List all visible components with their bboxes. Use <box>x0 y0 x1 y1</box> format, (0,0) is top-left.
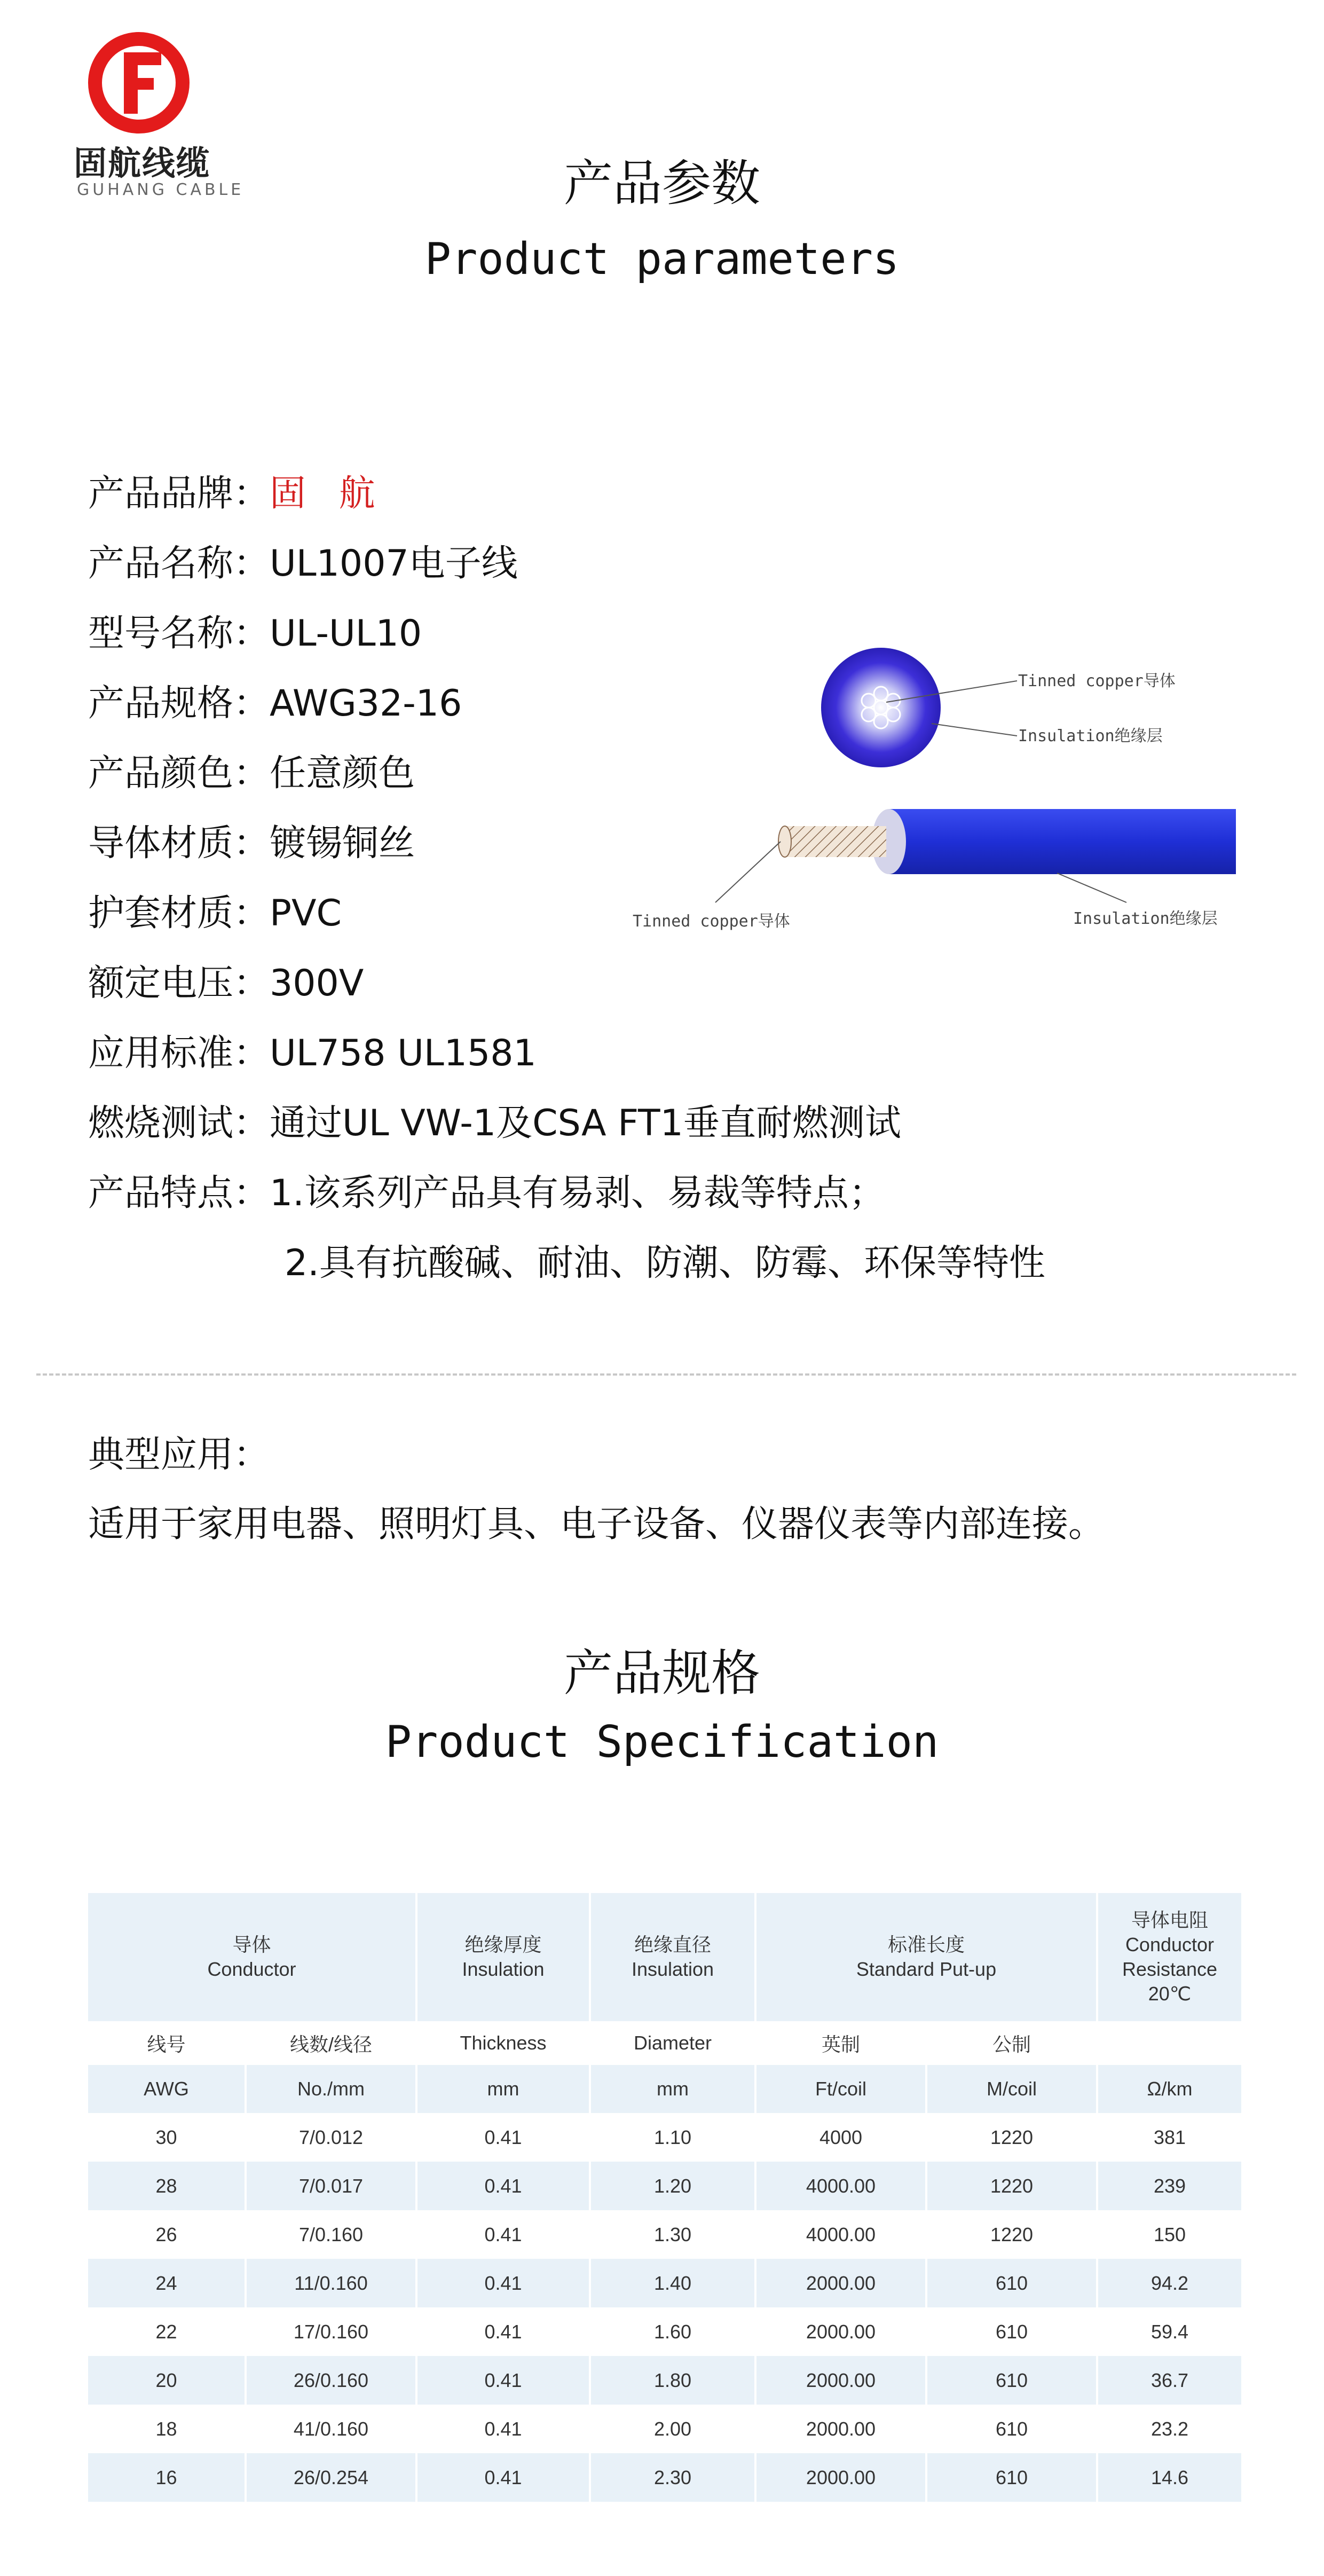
table-cell: 0.41 <box>416 2453 590 2502</box>
unit-cell: No./mm <box>246 2065 416 2113</box>
table-cell: 30 <box>88 2113 246 2162</box>
param-brand <box>88 465 386 516</box>
header-text: Standard Put-up <box>856 1958 997 1980</box>
spec-title-cn: 产品规格 <box>563 1645 760 1702</box>
subheader-cell <box>1097 2021 1241 2065</box>
subheader-cell: 线数/线径 <box>246 2021 416 2065</box>
conductor-side <box>785 826 886 857</box>
header-insulation-diameter <box>590 1893 755 2021</box>
table-cell: 28 <box>88 2162 246 2210</box>
table-cell: 2.00 <box>590 2405 755 2453</box>
unit-cell: mm <box>416 2065 590 2113</box>
table-cell: 610 <box>926 2405 1097 2453</box>
param-label: 产品规格： <box>88 682 270 725</box>
spec-title-en: Product Specification <box>385 1717 939 1768</box>
section-title-cn: 产品参数 <box>563 155 760 212</box>
param-label: 产品特点： <box>88 1172 270 1214</box>
header-text: Conductor <box>207 1958 296 1980</box>
table-cell: 41/0.160 <box>246 2405 416 2453</box>
table-cell: 2000.00 <box>755 2356 926 2405</box>
table-cell: 0.41 <box>416 2259 590 2307</box>
table-cell: 0.41 <box>416 2162 590 2210</box>
header-text: 导体电阻 <box>1131 1909 1208 1931</box>
table-cell: 4000 <box>755 2113 926 2162</box>
unit-cell: AWG <box>88 2065 246 2113</box>
subheader-cell: 英制 <box>755 2021 926 2065</box>
table-units-row <box>88 2065 1241 2113</box>
table-cell: 239 <box>1097 2162 1241 2210</box>
header-text: 绝缘直径 <box>634 1934 711 1955</box>
param-model <box>88 604 422 656</box>
table-cell: 14.6 <box>1097 2453 1241 2502</box>
application-text: 适用于家用电器、照明灯具、电子设备、仪器仪表等内部连接。 <box>88 1503 1105 1545</box>
table-cell: 2000.00 <box>755 2307 926 2356</box>
param-color <box>88 744 415 796</box>
table-cell: 17/0.160 <box>246 2307 416 2356</box>
param-value: 2.具有抗酸碱、耐油、防潮、防霉、环保等特性 <box>285 1242 1045 1284</box>
table-cell: 7/0.017 <box>246 2162 416 2210</box>
subheader-cell: Diameter <box>590 2021 755 2065</box>
cable-cross-section <box>821 648 941 767</box>
pointer-line <box>932 724 1017 736</box>
table-cell: 1220 <box>926 2162 1097 2210</box>
header-conductor <box>88 1893 416 2021</box>
table-cell: 2000.00 <box>755 2259 926 2307</box>
param-value: 300V <box>270 962 364 1004</box>
table-row <box>88 2307 1241 2356</box>
param-value: AWG32-16 <box>270 682 462 725</box>
table-row <box>88 2453 1241 2502</box>
table-row <box>88 2259 1241 2307</box>
logo-name-cn: 固航线缆 <box>74 144 211 183</box>
param-value-brand: 固 航 <box>270 473 386 515</box>
label-conductor-bottom: Tinned copper导体 <box>633 912 790 931</box>
unit-cell: Ω/km <box>1097 2065 1241 2113</box>
unit-cell: Ft/coil <box>755 2065 926 2113</box>
table-cell: 1220 <box>926 2113 1097 2162</box>
table-cell: 2.30 <box>590 2453 755 2502</box>
table-cell: 26 <box>88 2210 246 2259</box>
table-row <box>88 2356 1241 2405</box>
param-value: PVC <box>270 892 342 934</box>
table-cell: 23.2 <box>1097 2405 1241 2453</box>
subheader-cell: 公制 <box>926 2021 1097 2065</box>
header-insulation-thickness <box>416 1893 590 2021</box>
table-cell: 22 <box>88 2307 246 2356</box>
table-cell: 7/0.160 <box>246 2210 416 2259</box>
table-cell: 11/0.160 <box>246 2259 416 2307</box>
table-cell: 26/0.160 <box>246 2356 416 2405</box>
header-text: Insulation <box>462 1958 545 1980</box>
table-cell: 0.41 <box>416 2356 590 2405</box>
param-spec <box>88 674 462 726</box>
param-features <box>88 1164 885 1216</box>
table-row <box>88 2210 1241 2259</box>
unit-cell: M/coil <box>926 2065 1097 2113</box>
param-value: UL758 UL1581 <box>270 1032 537 1074</box>
param-label: 应用标准： <box>88 1032 270 1074</box>
section-title-en: Product parameters <box>424 234 900 285</box>
table-row <box>88 2113 1241 2162</box>
table-cell: 381 <box>1097 2113 1241 2162</box>
param-label: 型号名称： <box>88 612 270 655</box>
table-cell: 1220 <box>926 2210 1097 2259</box>
header-resistance <box>1097 1893 1241 2021</box>
pointer-line <box>1057 873 1126 902</box>
table-cell: 1.60 <box>590 2307 755 2356</box>
param-label: 燃烧测试： <box>88 1102 270 1144</box>
table-subheader-row <box>88 2021 1241 2065</box>
table-cell: 610 <box>926 2259 1097 2307</box>
param-product-name <box>88 535 518 586</box>
table-row <box>88 2405 1241 2453</box>
param-value: UL-UL10 <box>270 612 422 655</box>
table-cell: 2000.00 <box>755 2453 926 2502</box>
param-standard <box>88 1024 537 1076</box>
param-label: 产品名称： <box>88 543 270 585</box>
label-insulation-top: Insulation绝缘层 <box>1018 727 1163 745</box>
subheader-cell: Thickness <box>416 2021 590 2065</box>
table-cell: 2000.00 <box>755 2405 926 2453</box>
spec-table <box>88 1893 1241 2502</box>
table-cell: 1.40 <box>590 2259 755 2307</box>
param-jacket <box>88 884 342 936</box>
table-cell: 16 <box>88 2453 246 2502</box>
param-flame-test <box>88 1094 901 1146</box>
header-text: Resistance <box>1122 1958 1218 1980</box>
table-cell: 0.41 <box>416 2113 590 2162</box>
table-cell: 0.41 <box>416 2210 590 2259</box>
subheader-cell: 线号 <box>88 2021 246 2065</box>
header-text: 导体 <box>232 1934 271 1955</box>
header-text: 标准长度 <box>887 1934 965 1955</box>
param-label: 产品颜色： <box>88 752 270 795</box>
table-cell: 4000.00 <box>755 2210 926 2259</box>
table-cell: 36.7 <box>1097 2356 1241 2405</box>
param-conductor <box>88 814 415 866</box>
param-label: 产品品牌： <box>88 473 270 515</box>
table-cell: 1.10 <box>590 2113 755 2162</box>
header-text: 绝缘厚度 <box>464 1934 542 1955</box>
cable-insulation-side <box>889 809 1236 874</box>
header-standard-putup <box>755 1893 1097 2021</box>
logo-mark <box>85 32 192 133</box>
table-cell: 7/0.012 <box>246 2113 416 2162</box>
table-cell: 610 <box>926 2307 1097 2356</box>
table-cell: 4000.00 <box>755 2162 926 2210</box>
table-cell: 18 <box>88 2405 246 2453</box>
param-value: UL1007电子线 <box>270 543 518 585</box>
table-header-row <box>88 1893 1241 2021</box>
table-cell: 94.2 <box>1097 2259 1241 2307</box>
table-cell: 1.30 <box>590 2210 755 2259</box>
param-label: 额定电压： <box>88 962 270 1004</box>
table-cell: 24 <box>88 2259 246 2307</box>
table-cell: 0.41 <box>416 2307 590 2356</box>
header-text: 20℃ <box>1148 1983 1192 2005</box>
param-value: 1.该系列产品具有易剥、易裁等特点； <box>270 1172 885 1214</box>
label-insulation-bottom: Insulation绝缘层 <box>1073 909 1218 928</box>
pointer-line <box>715 842 781 902</box>
table-cell: 610 <box>926 2453 1097 2502</box>
table-cell: 150 <box>1097 2210 1241 2259</box>
param-voltage <box>88 954 364 1006</box>
table-cell: 610 <box>926 2356 1097 2405</box>
section-divider <box>36 1373 1296 1376</box>
header-text: Conductor <box>1125 1934 1215 1955</box>
param-label: 护套材质： <box>88 892 270 934</box>
param-label: 导体材质： <box>88 822 270 865</box>
table-cell: 26/0.254 <box>246 2453 416 2502</box>
header-text: Insulation <box>631 1958 714 1980</box>
table-cell: 59.4 <box>1097 2307 1241 2356</box>
param-features-line2 <box>285 1234 1045 1286</box>
param-value: 任意颜色 <box>270 752 415 795</box>
application-heading: 典型应用： <box>88 1434 270 1476</box>
cable-diagram <box>630 630 1244 961</box>
logo-name-en: GUHANG CABLE <box>77 180 245 199</box>
label-conductor-top: Tinned copper导体 <box>1018 672 1176 690</box>
param-value: 镀锡铜丝 <box>270 822 415 865</box>
table-cell: 20 <box>88 2356 246 2405</box>
unit-cell: mm <box>590 2065 755 2113</box>
table-cell: 0.41 <box>416 2405 590 2453</box>
table-row <box>88 2162 1241 2210</box>
table-cell: 1.80 <box>590 2356 755 2405</box>
param-value: 通过UL VW-1及CSA FT1垂直耐燃测试 <box>270 1102 901 1144</box>
table-cell: 1.20 <box>590 2162 755 2210</box>
